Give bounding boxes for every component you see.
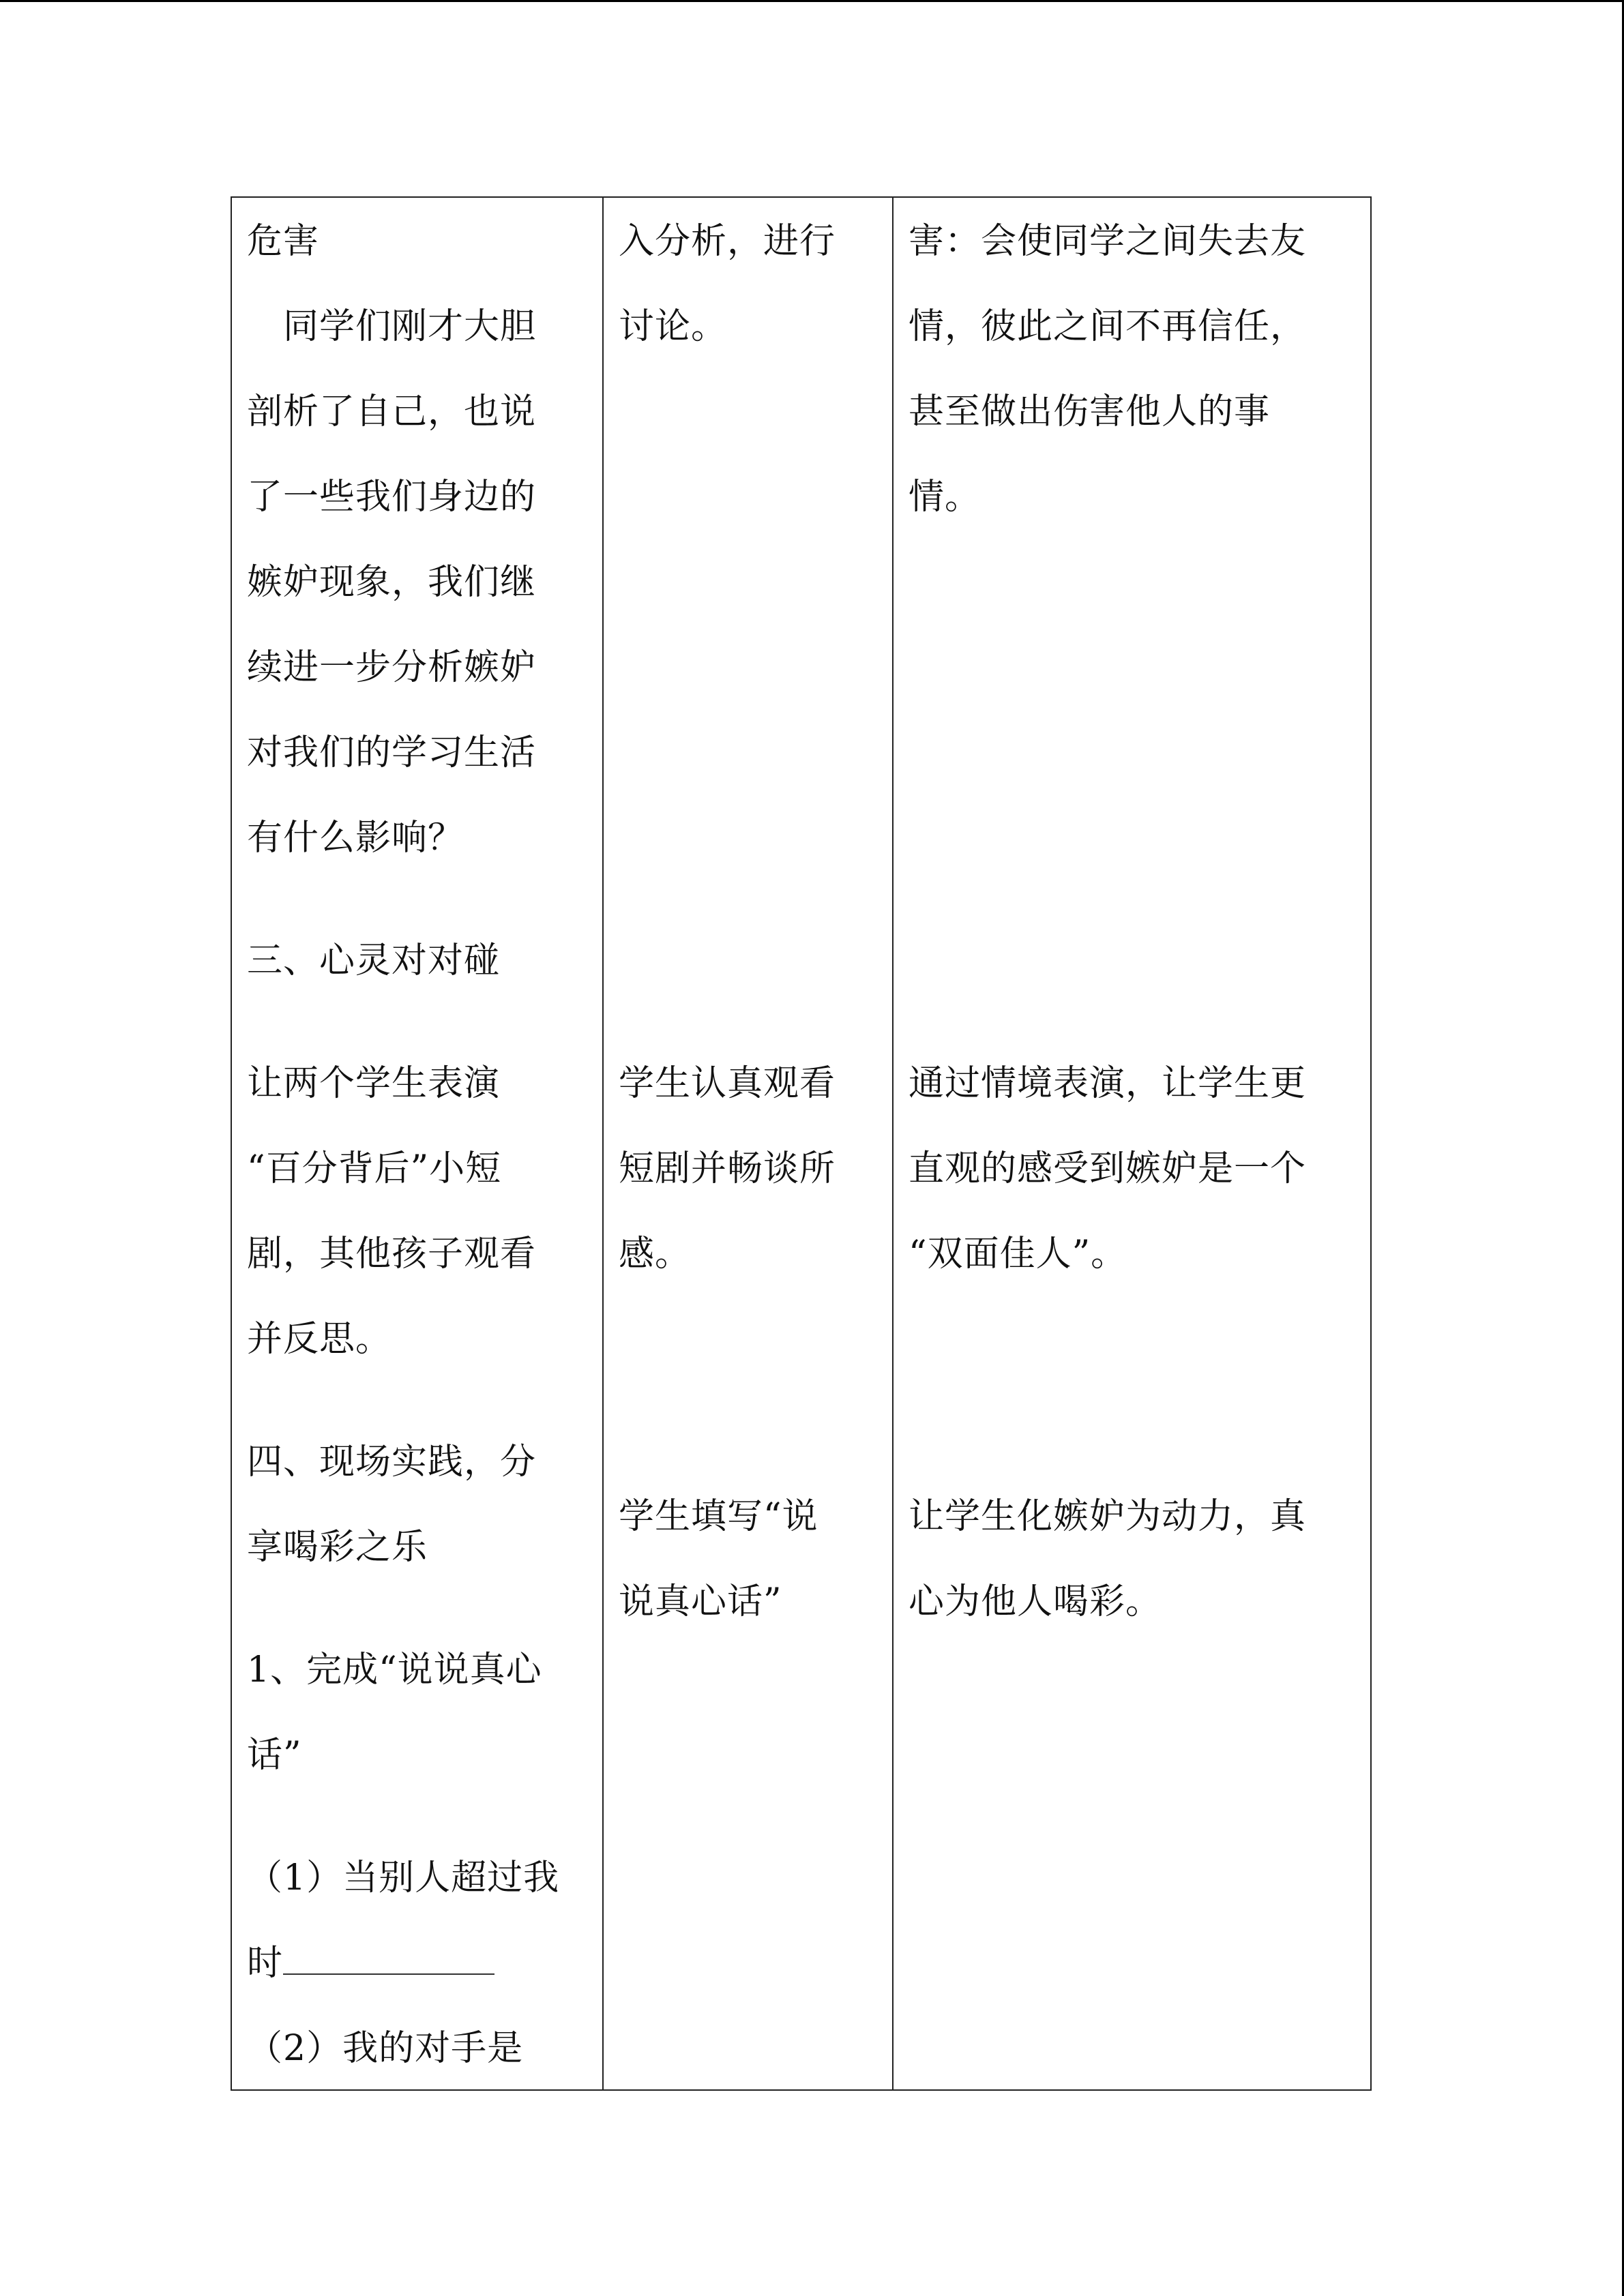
text-line: 享喝彩之乐 (247, 1527, 428, 1568)
answer-blank[interactable] (283, 1946, 494, 1975)
page-border-top (0, 0, 1624, 2)
text-line: “双面佳人”。 (909, 1234, 1127, 1274)
text-line: 了一些我们身边的 (247, 477, 537, 518)
text-line: （1）当别人超过我 (247, 1858, 560, 1898)
text-line: 同学们刚才大胆 (247, 306, 537, 347)
text-line: 学生认真观看 (619, 1063, 836, 1104)
text-line: 说真心话” (619, 1581, 782, 1622)
text-line: 直观的感受到嫉妒是一个 (909, 1148, 1307, 1189)
text-line: 心为他人喝彩。 (909, 1581, 1162, 1622)
lesson-plan-table (231, 196, 1372, 2091)
text-line: 对我们的学习生活 (247, 732, 537, 773)
text-line: 甚至做出伤害他人的事 (909, 391, 1271, 432)
text-line: 害：会使同学之间失去友 (909, 221, 1307, 262)
section-heading: 四、现场实践，分 (247, 1442, 537, 1482)
text-line: 嫉妒现象，我们继 (247, 562, 537, 603)
text-line: （2）我的对手是 (247, 2028, 524, 2069)
text-line: 通过情境表演，让学生更 (909, 1063, 1307, 1104)
text-line: 续进一步分析嫉妒 (247, 647, 537, 688)
text-line: 有什么影响？ (247, 818, 464, 859)
text-line: 并反思。 (247, 1319, 392, 1360)
table-row (231, 197, 1371, 2090)
section-heading: 三、心灵对对碰 (247, 940, 501, 981)
fill-in-line (247, 1921, 494, 2006)
student-activity-cell (603, 197, 893, 2090)
text-line: 学生填写“说 (619, 1496, 818, 1537)
text-line: 剧，其他孩子观看 (247, 1234, 537, 1274)
text-line: 剖析了自己，也说 (247, 391, 537, 432)
text-line: “百分背后”小短 (247, 1148, 502, 1189)
teacher-activity-cell (231, 197, 603, 2090)
text-line: 让学生化嫉妒为动力，真 (909, 1496, 1307, 1537)
text-line: 情，彼此之间不再信任， (909, 306, 1307, 347)
text-line: 感。 (619, 1234, 692, 1274)
text-line: 话” (247, 1735, 302, 1776)
text-line: 时 (247, 1943, 284, 1984)
text-line: 1、完成“说说真心 (247, 1650, 542, 1690)
text-line: 让两个学生表演 (247, 1063, 501, 1104)
design-intent-cell (893, 197, 1371, 2090)
text-line: 危害 (247, 221, 320, 262)
text-line: 短剧并畅谈所 (619, 1148, 836, 1189)
text-line: 讨论。 (619, 306, 728, 347)
text-line: 入分析，进行 (619, 221, 836, 262)
text-line: 情。 (909, 477, 981, 518)
